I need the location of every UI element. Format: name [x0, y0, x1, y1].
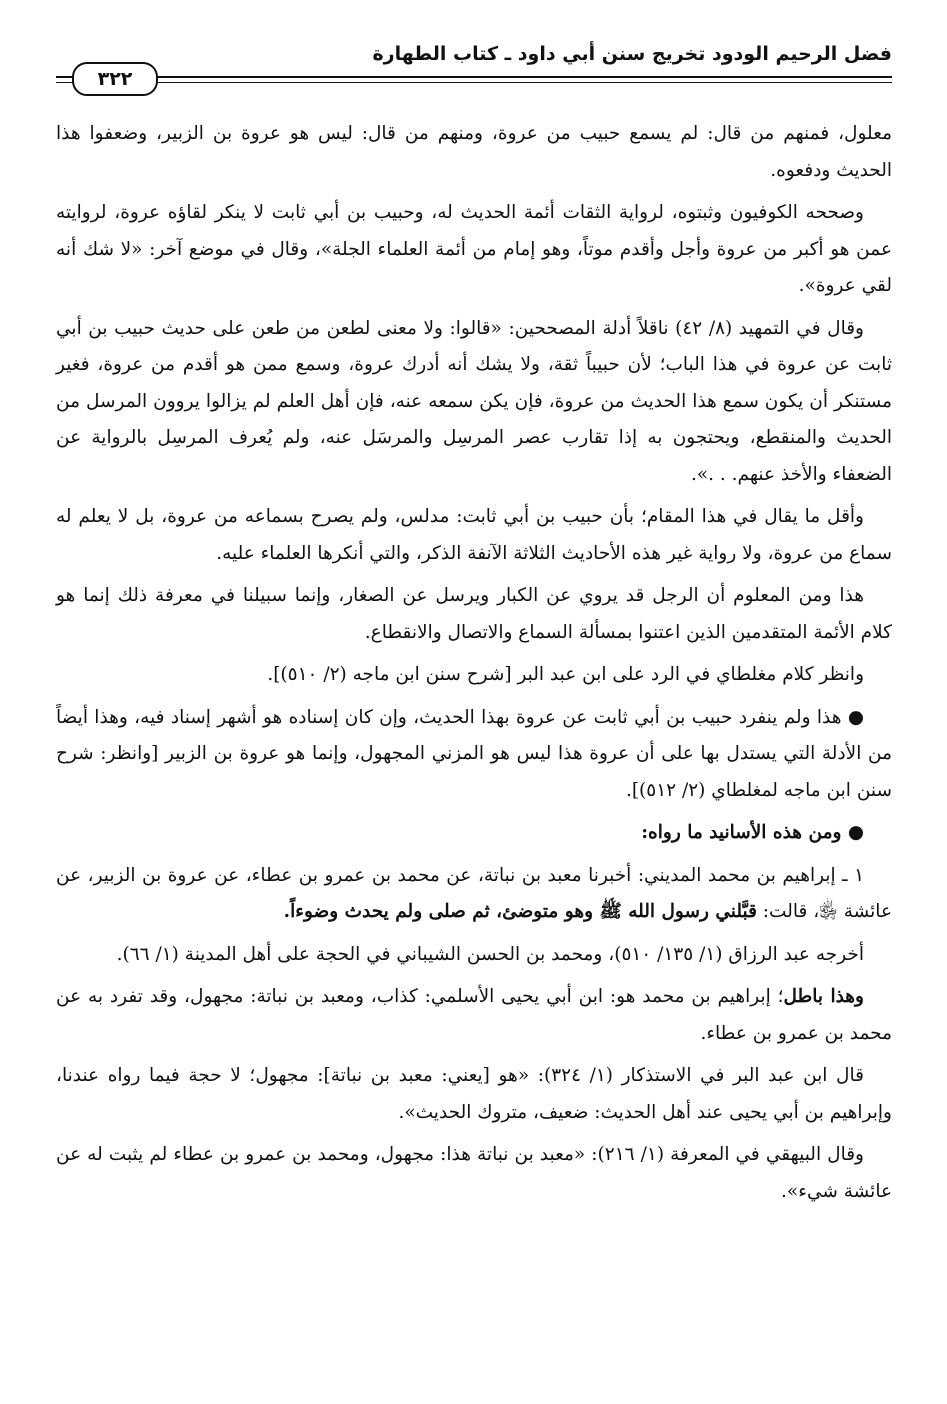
- paragraph: أخرجه عبد الرزاق (١/ ١٣٥/ ٥١٠)، ومحمد بن الحسن الشيباني في الحجة على أهل المدينة (١/ ٦٦).: [116, 943, 864, 965]
- hadith-matn: قبَّلني رسول الله ﷺ وهو متوضئ، ثم صلى ولم يحدث وضوءاً.: [283, 901, 757, 922]
- hadith-paragraph: [56, 858, 892, 931]
- paragraph: وقال البيهقي في المعرفة (١/ ٢١٦): «معبد بن نباتة هذا: مجهول، ومحمد بن عمرو بن عطاء لم يثبت له عن عائشة شيء».: [56, 1144, 892, 1202]
- header-title: فضل الرحيم الودود تخريج سنن أبي داود ـ كتاب الطهارة: [372, 43, 892, 65]
- page-number: ٣٢٢: [72, 62, 158, 96]
- paragraph: وصححه الكوفيون وثبتوه، لرواية الثقات أئمة الحديث له، وحبيب بن أبي ثابت لا ينكر لقاؤه عروة، لروايته عمن هو أكبر من عروة وأجل وأقدم موتاً، وهو إمام من أئمة العلماء الجلة»، وقال في موضع آخر: «لا شك أنه لقي عروة».: [56, 202, 892, 296]
- section-heading: ● ومن هذه الأسانيد ما رواه:: [641, 822, 864, 843]
- page-body: [56, 116, 892, 1210]
- paragraph: وأقل ما يقال في هذا المقام؛ بأن حبيب بن أبي ثابت: مدلس، ولم يصرح بسماعه من عروة، بل لا يعلم له سماع من عروة، ولا رواية غير هذه الأحاديث الثلاثة الآنفة الذكر، والتي أنكرها العلماء عليه.: [56, 506, 892, 564]
- header-rule: [56, 76, 892, 78]
- ruling-text: ؛ إبراهيم بن محمد هو: ابن أبي يحيى الأسلمي: كذاب، ومعبد بن نباتة: مجهول، وقد تفرد به عن محمد بن عمرو بن عطاء.: [56, 986, 892, 1044]
- running-header: [56, 40, 892, 90]
- paragraph: وانظر كلام مغلطاي في الرد على ابن عبد البر [شرح سنن ابن ماجه (٢/ ٥١٠)].: [267, 664, 864, 685]
- paragraph: ● هذا ولم ينفرد حبيب بن أبي ثابت عن عروة بهذا الحديث، وإن كان إسناده هو أشهر إسناد فيه، وهذا أيضاً من الأدلة التي يستدل بها على أن عروة هذا ليس هو المزني المجهول، وإنما هو عروة بن الزبير [وانظر: شرح سنن ابن ماجه لمغلطاي (٢/ ٥١٢)].: [56, 706, 892, 801]
- book-page: [56, 40, 892, 1216]
- paragraph: وقال في التمهيد (٨/ ٤٢) ناقلاً أدلة المصححين: «قالوا: ولا معنى لطعن من طعن على حديث حبيب بن أبي ثابت عن عروة في هذا الباب؛ لأن حبيباً ثقة، ولا يشك أنه أدرك عروة، وسمع ممن هو أقدم من عروة، فغير مستنكر أن يكون سمع هذا الحديث من عروة، فإن يكن سمعه عنه، فإن أهل العلم لم يزالوا يروون المرسل من الحديث والمنقطع، ويحتجون به إذا تقارب عصر المرسِل والمرسَل عنه، ولم يُعرف المرسِل بالرواية عن الضعفاء والأخذ عنهم. . .».: [56, 317, 892, 485]
- ruling-paragraph: [56, 979, 892, 1052]
- ruling-label: وهذا باطل: [783, 986, 864, 1007]
- paragraph: معلول، فمنهم من قال: لم يسمع حبيب من عروة، ومنهم من قال: ليس هو عروة بن الزبير، وضعفوا هذا الحديث ودفعوه.: [56, 123, 892, 181]
- hadith-chain: ١ ـ إبراهيم بن محمد المديني: أخبرنا معبد بن نباتة، عن محمد بن عمرو بن عطاء، عن عروة بن الزبير، عن عائشة ﵂، قالت:: [56, 864, 892, 922]
- paragraph: هذا ومن المعلوم أن الرجل قد يروي عن الكبار ويرسل عن الصغار، وإنما سبيلنا في معرفة ذلك إنما هو كلام الأئمة المتقدمين الذين اعتنوا بمسألة السماع والاتصال والانقطاع.: [56, 585, 892, 643]
- paragraph: قال ابن عبد البر في الاستذكار (١/ ٣٢٤): «هو [يعني: معبد بن نباتة]: مجهول؛ لا حجة فيما رواه عندنا، وإبراهيم بن أبي يحيى عند أهل الحديث: ضعيف، متروك الحديث».: [56, 1065, 892, 1123]
